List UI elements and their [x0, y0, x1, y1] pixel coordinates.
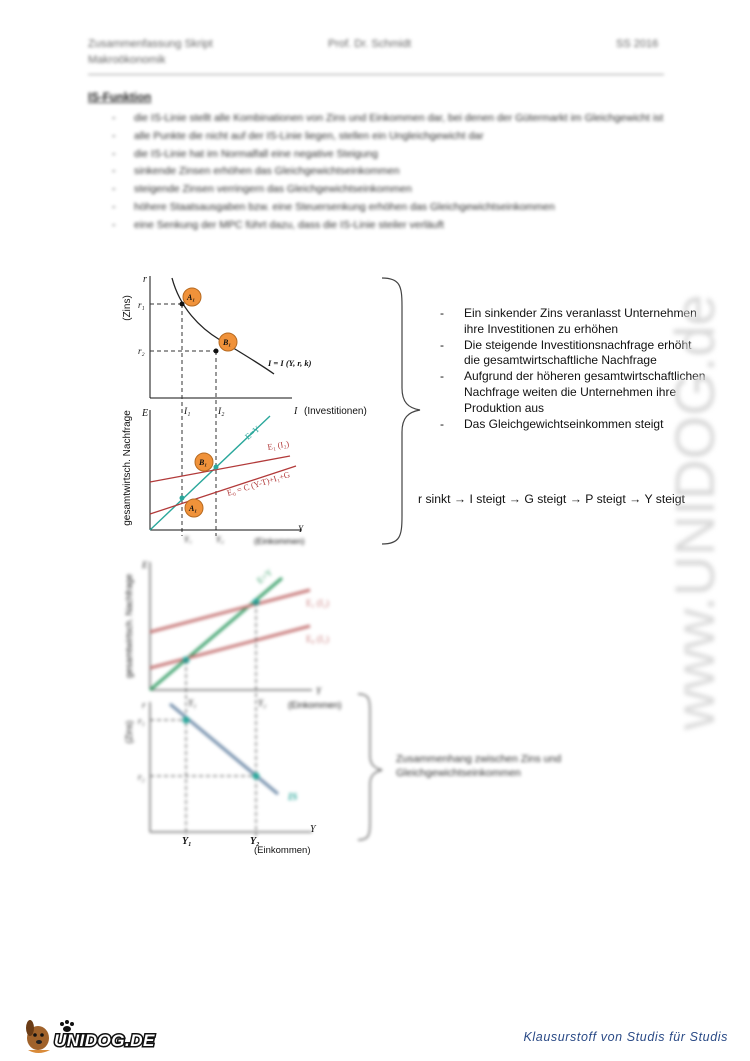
- header-center: Prof. Dr. Schmidt: [328, 38, 412, 50]
- i1-label: I₁: [184, 407, 191, 417]
- causal-chain: r sinkt → I steigt → G steigt → P steigt → Y steigt: [418, 492, 685, 506]
- explanation-item: - Ein sinkender Zins veranlasst Unternehmen ihre Investitionen zu erhöhen: [440, 306, 710, 338]
- header-divider: [88, 74, 664, 75]
- footer-tagline: Klausurstoff von Studis für Studis: [523, 1030, 728, 1044]
- explanation-item: - Aufgrund der höheren gesamtwirtschaftlichen Nachfrage weiten die Unternehmen ihre Produktion aus: [440, 369, 710, 416]
- top-y-label: (Zins): [122, 295, 133, 321]
- bullet-item: - steigende Zinsen verringern das Gleichgewichtseinkommen: [112, 183, 672, 197]
- d2-top-y1: Y₁: [188, 698, 197, 708]
- d2-bottom-x-symbol: Y: [310, 824, 316, 835]
- watermark-text: www.UNIDOG.de: [663, 294, 726, 730]
- d2-r2: r₂: [138, 772, 145, 782]
- point-b2-label: B₁: [199, 458, 208, 467]
- bullet-item: - höhere Staatsausgaben bzw. eine Steuersenkung erhöhen das Gleichgewichtseinkommen: [112, 201, 672, 215]
- dog-logo-icon: [20, 1014, 180, 1056]
- header-left-line2: Makroökonomik: [88, 54, 166, 66]
- investment-curve-label: I = I (Y, r, k): [268, 358, 312, 368]
- point-a2-label: A₁: [189, 504, 198, 513]
- top-x-symbol: I: [294, 406, 298, 417]
- bullet-item: - die IS-Linie stellt alle Kombinationen von Zins und Einkommen dar, bei denen der Gütermarkt im Gleichgewicht ist: [112, 112, 672, 126]
- diagram-2-x-labels: [150, 820, 360, 856]
- point-a-dot: [180, 302, 185, 307]
- d2-top-y2: Y₂: [258, 698, 267, 708]
- i2-label: I₂: [218, 407, 225, 417]
- bullet-item: - eine Senkung der MPC führt dazu, dass die IS-Linie steiler verläuft: [112, 219, 672, 233]
- explanation-item: - Die steigende Investitionsnachfrage erhöht die gesamtwirtschaftliche Nachfrage: [440, 338, 710, 370]
- r2-label: r₂: [138, 346, 145, 356]
- d2-bottom-x-label: (Einkommen): [254, 845, 311, 856]
- point-b-label: B₁: [223, 338, 232, 347]
- top-y-symbol: r: [143, 274, 147, 285]
- y2-label: Y₂: [216, 534, 224, 544]
- r1-label: r₁: [138, 300, 145, 310]
- d2-line-upper: [150, 590, 310, 632]
- explanation-item: - Das Gleichgewichtseinkommen steigt: [440, 417, 710, 433]
- is-curve-label: IS: [288, 792, 298, 803]
- bottom-y-label: gesamtwirtsch. Nachfrage: [122, 410, 133, 526]
- diagram-investment-demand: [110, 268, 420, 550]
- point-a-label: A₁: [187, 293, 196, 302]
- logo-text: UNIDOG.DE: [54, 1031, 155, 1050]
- bullet-item: - sinkende Zinsen erhöhen das Gleichgewichtseinkommen: [112, 165, 672, 179]
- d2-bottom-y2: Y₂: [250, 836, 260, 847]
- d2-top-y-symbol: E: [142, 560, 148, 570]
- header-right: SS 2016: [616, 38, 659, 50]
- line-e0-label: E₀ = C (Y-T)+I₁+G: [225, 469, 292, 498]
- header-left-line1: Zusammenfassung Skript: [88, 38, 213, 50]
- point-a2-dot: [180, 496, 185, 501]
- bottom-y-symbol: E: [142, 408, 149, 419]
- curly-brace-small: [356, 692, 386, 842]
- bullet-item: - die IS-Linie hat im Normalfall eine negative Steigung: [112, 148, 672, 162]
- section-title: IS-Funktion: [88, 92, 152, 104]
- d2-top-y-label: gesamtwirtsch. Nachfrage: [124, 573, 134, 679]
- d2-line-lower: [150, 626, 310, 668]
- line-e1-label: E₁ (I₂): [266, 438, 290, 452]
- y1-label: Y₁: [184, 534, 192, 544]
- d2-bottom-y1: Y₁: [182, 836, 192, 847]
- d2-r1: r₁: [138, 716, 145, 726]
- d2-line-lower-label: E₀ (I₁): [306, 634, 330, 644]
- d2-is-point-1: [183, 717, 190, 724]
- watermark: [594, 280, 750, 740]
- d2-bottom-y-label: (Zins): [124, 720, 134, 744]
- d2-line-upper-label: E₁ (I₂): [306, 598, 330, 608]
- d2-bottom-y-symbol: r: [142, 700, 146, 710]
- bottom-x-label: (Einkommen): [254, 536, 305, 546]
- bullet-item: - alle Punkte die nicht auf der IS-Linie liegen, stellen ein Ungleichgewicht dar: [112, 130, 672, 144]
- line-45-label: E=Y: [242, 423, 262, 442]
- diagram-2-note: Zusammenhang zwischen Zins und Gleichgewichtseinkommen: [396, 753, 562, 779]
- top-x-label: (Investitionen): [304, 406, 367, 417]
- point-b2-dot: [214, 465, 219, 470]
- d2-top-x-label: (Einkommen): [288, 700, 342, 710]
- point-b-dot: [214, 349, 219, 354]
- bullet-list: [112, 112, 672, 237]
- d2-is-point-2: [253, 773, 260, 780]
- footer-logo: [20, 1014, 180, 1061]
- d2-line-45: [150, 578, 282, 690]
- d2-top-x-symbol: Y: [316, 686, 322, 696]
- d2-line-45-label: E=Y: [254, 566, 275, 586]
- bottom-x-symbol: Y: [298, 524, 304, 534]
